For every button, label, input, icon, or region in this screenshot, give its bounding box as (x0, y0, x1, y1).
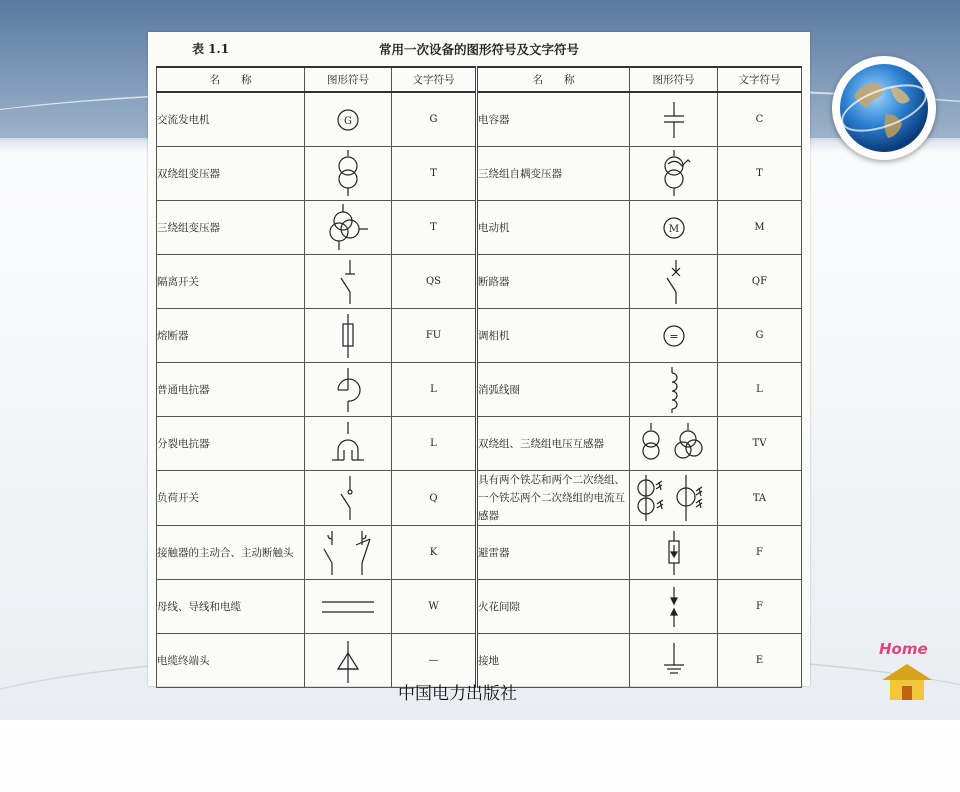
row-name-left: 三绕组变压器 (157, 201, 305, 255)
row-code-right: TA (718, 471, 802, 526)
row-code-right: QF (718, 255, 802, 309)
header-code-right: 文字符号 (718, 67, 802, 92)
table-row (157, 363, 802, 417)
row-code-left: W (392, 580, 477, 634)
row-code-left: L (392, 363, 477, 417)
row-name-right: 双绕组、三绕组电压互感器 (477, 417, 630, 471)
row-name-right: 电动机 (477, 201, 630, 255)
row-code-right: E (718, 634, 802, 688)
header-symbol-right: 图形符号 (630, 67, 718, 92)
home-button[interactable] (876, 640, 938, 702)
row-name-left: 接触器的主动合、主动断触头 (157, 526, 305, 580)
circuit-breaker-symbol-icon (630, 255, 718, 309)
cable-termination-symbol-icon (305, 634, 392, 688)
table-row (157, 580, 802, 634)
row-name-right: 具有两个铁芯和两个二次绕组、一个铁芯两个二次绕组的电流互感器 (477, 471, 630, 526)
row-code-left: FU (392, 309, 477, 363)
row-code-right: G (718, 309, 802, 363)
row-name-left: 隔离开关 (157, 255, 305, 309)
synchronous-condenser-symbol-icon (630, 309, 718, 363)
row-code-right: TV (718, 417, 802, 471)
fuse-symbol-icon (305, 309, 392, 363)
table-row (157, 255, 802, 309)
table-row (157, 417, 802, 471)
two-winding-transformer-symbol-icon (305, 147, 392, 201)
header-code-left: 文字符号 (392, 67, 477, 92)
table-row (157, 309, 802, 363)
row-code-right: T (718, 147, 802, 201)
table-row (157, 147, 802, 201)
table-header-row (157, 67, 802, 92)
row-code-right: L (718, 363, 802, 417)
row-name-left: 分裂电抗器 (157, 417, 305, 471)
publisher-footer: 中国电力出版社 (398, 684, 517, 704)
row-name-right: 消弧线圈 (477, 363, 630, 417)
symbol-table-sheet (148, 32, 810, 686)
row-code-left: K (392, 526, 477, 580)
row-code-right: C (718, 92, 802, 147)
table-row (157, 201, 802, 255)
ac-generator-symbol-icon (305, 92, 392, 147)
row-code-left: Q (392, 471, 477, 526)
table-title: 常用一次设备的图形符号及文字符号 (378, 42, 579, 57)
row-name-right: 电容器 (477, 92, 630, 147)
generator-letter: G (344, 115, 352, 127)
globe-icon (832, 56, 936, 160)
row-name-left: 负荷开关 (157, 471, 305, 526)
reactor-symbol-icon (305, 363, 392, 417)
contactor-contacts-symbol-icon (305, 526, 392, 580)
table-number: 表 1.1 (192, 42, 230, 56)
row-name-right: 断路器 (477, 255, 630, 309)
header-symbol-left: 图形符号 (305, 67, 392, 92)
row-name-right: 接地 (477, 634, 630, 688)
row-code-left: L (392, 417, 477, 471)
header-name-left: 名 称 (157, 67, 305, 92)
row-code-right: M (718, 201, 802, 255)
row-code-right: F (718, 526, 802, 580)
motor-letter: M (668, 223, 679, 235)
header-name-right: 名 称 (477, 67, 630, 92)
row-name-right: 避雷器 (477, 526, 630, 580)
load-switch-symbol-icon (305, 471, 392, 526)
current-transformer-symbol-icon (630, 471, 718, 526)
table-row (157, 471, 802, 526)
arc-suppression-coil-symbol-icon (630, 363, 718, 417)
row-name-left: 母线、导线和电缆 (157, 580, 305, 634)
disconnector-symbol-icon (305, 255, 392, 309)
ground-symbol-icon (630, 634, 718, 688)
capacitor-symbol-icon (630, 92, 718, 147)
table-row (157, 526, 802, 580)
row-name-left: 交流发电机 (157, 92, 305, 147)
voltage-transformer-symbol-icon (630, 417, 718, 471)
row-code-left: G (392, 92, 477, 147)
autotransformer-symbol-icon (630, 147, 718, 201)
condenser-letter: = (668, 329, 679, 343)
home-label: Home (879, 640, 928, 658)
row-name-left: 双绕组变压器 (157, 147, 305, 201)
row-code-left: QS (392, 255, 477, 309)
row-name-right: 调相机 (477, 309, 630, 363)
motor-symbol-icon (630, 201, 718, 255)
three-winding-transformer-symbol-icon (305, 201, 392, 255)
row-name-right: 三绕组自耦变压器 (477, 147, 630, 201)
table-row (157, 92, 802, 147)
row-name-left: 普通电抗器 (157, 363, 305, 417)
row-code-right: F (718, 580, 802, 634)
row-code-left: — (392, 634, 477, 688)
busbar-symbol-icon (305, 580, 392, 634)
row-name-left: 熔断器 (157, 309, 305, 363)
surge-arrester-symbol-icon (630, 526, 718, 580)
spark-gap-symbol-icon (630, 580, 718, 634)
row-code-left: T (392, 147, 477, 201)
symbol-table (156, 66, 802, 688)
row-name-left: 电缆终端头 (157, 634, 305, 688)
row-code-left: T (392, 201, 477, 255)
row-name-right: 火花间隙 (477, 580, 630, 634)
split-reactor-symbol-icon (305, 417, 392, 471)
